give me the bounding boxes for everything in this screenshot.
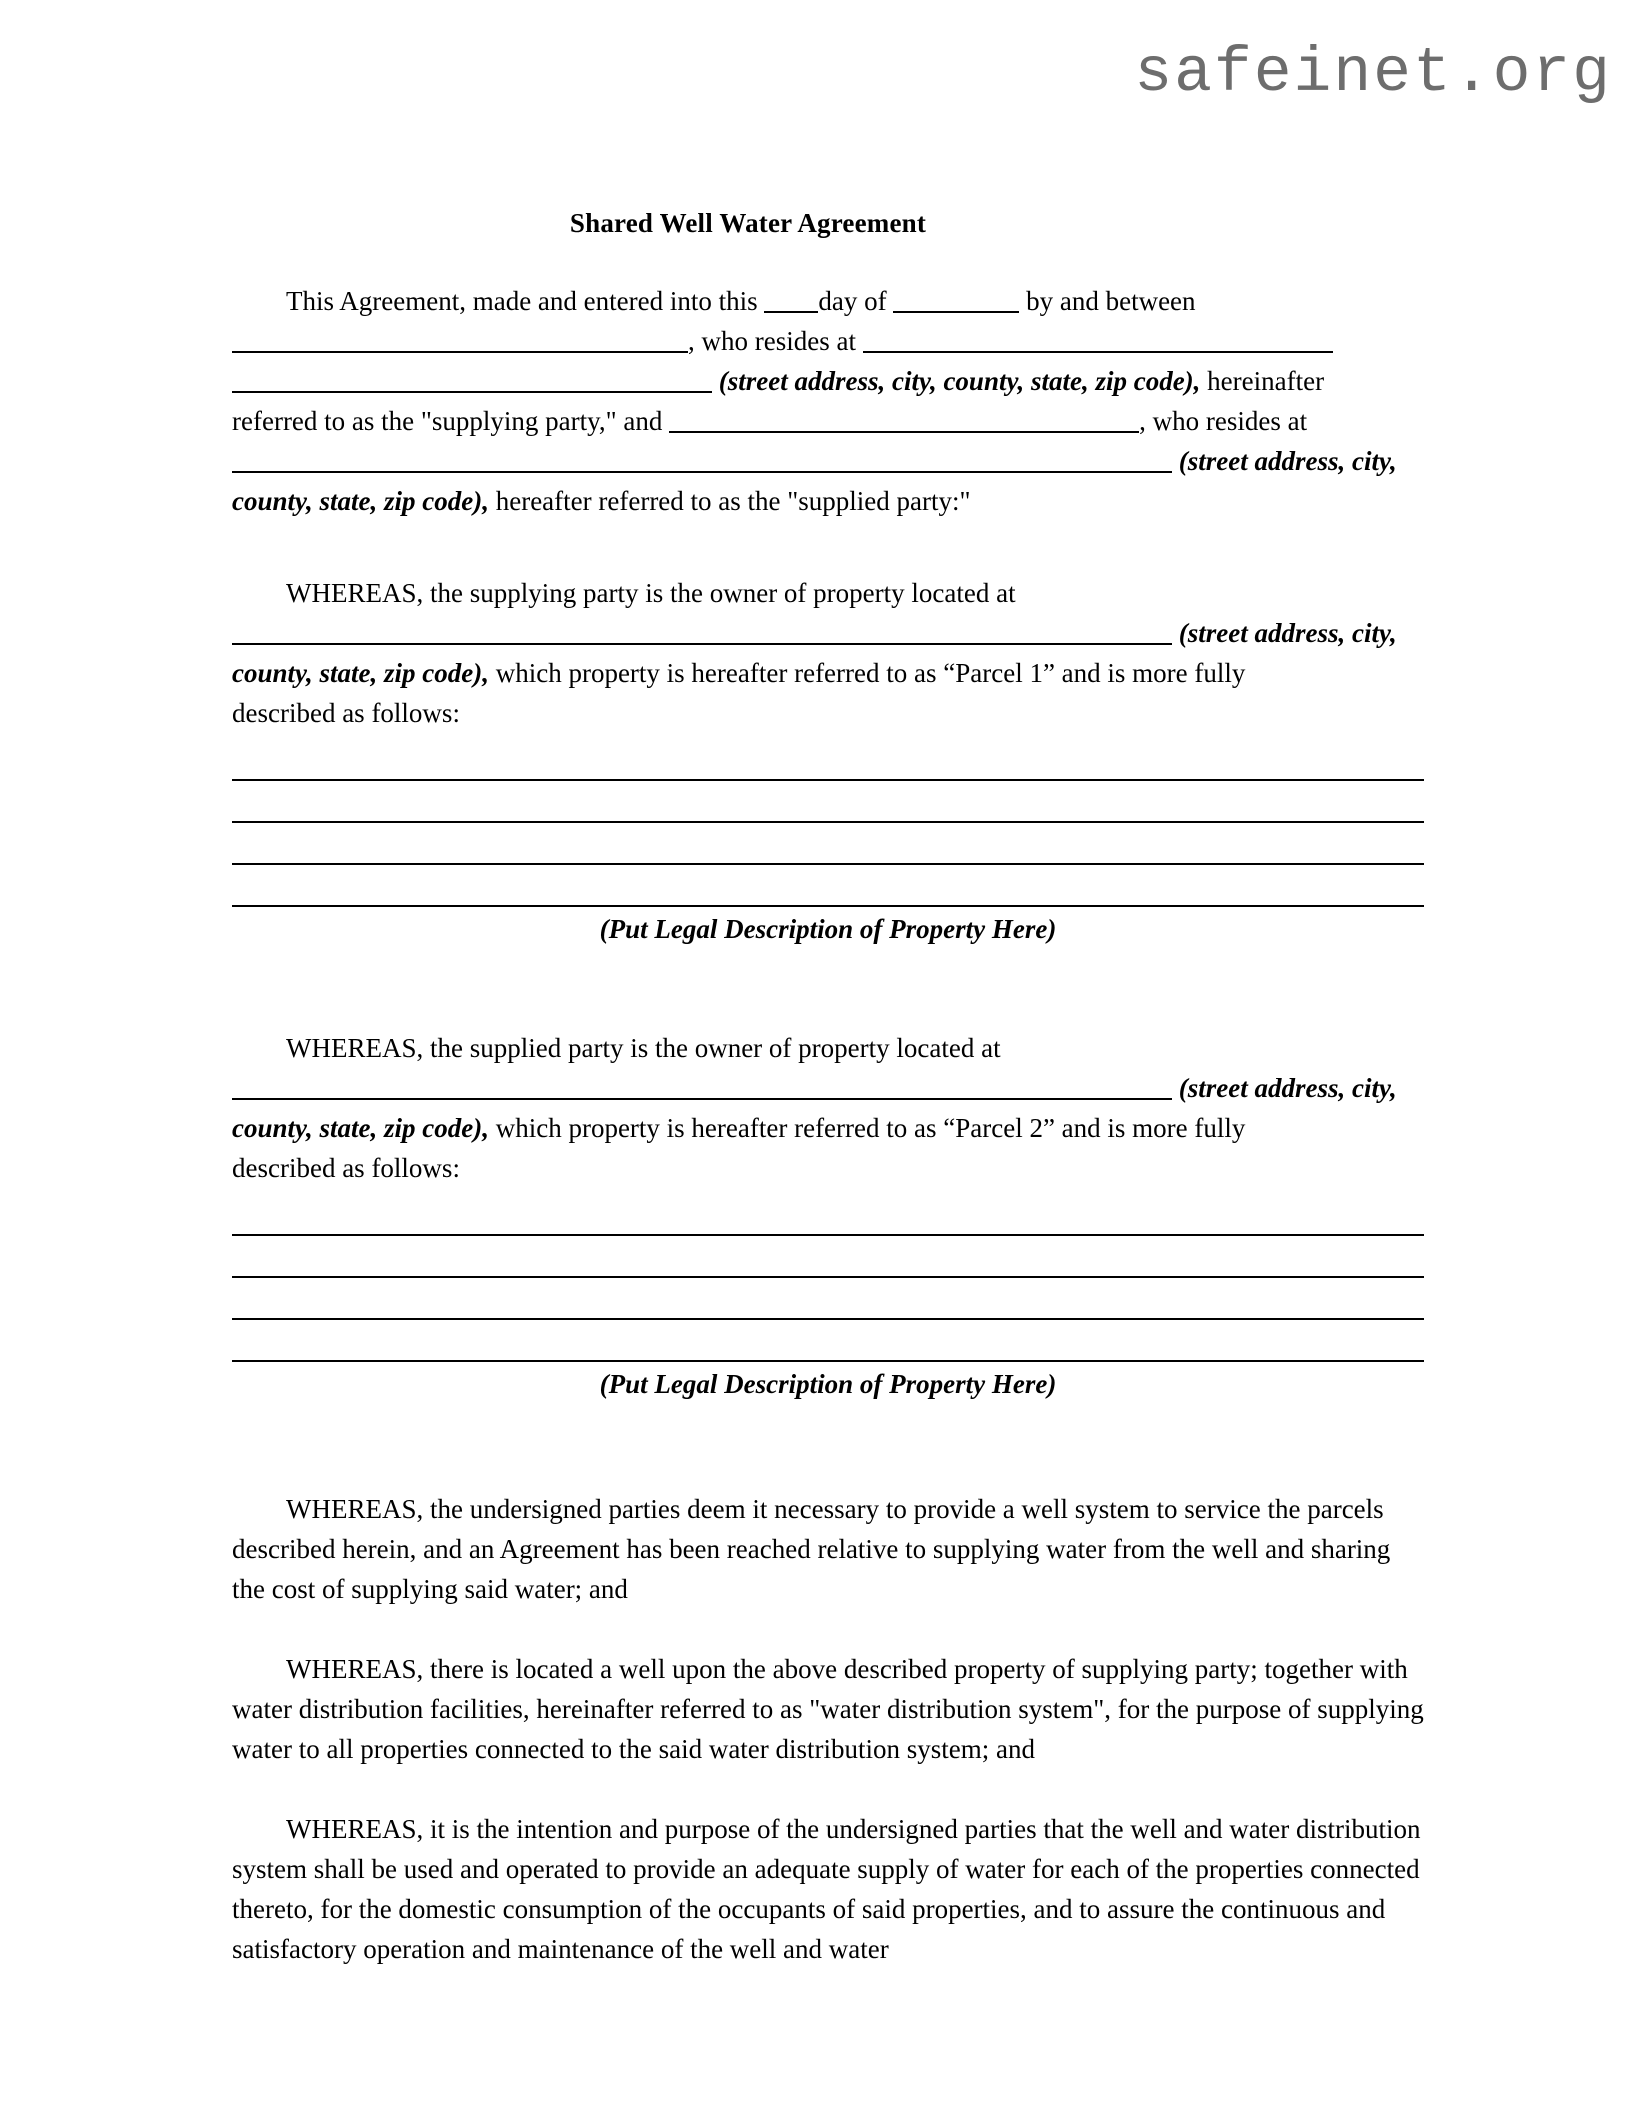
intro-paragraph xyxy=(232,281,1424,321)
supplying-party-residence-blank[interactable] xyxy=(863,326,1333,353)
recital-paragraph: WHEREAS, the undersigned parties deem it necessary to provide a well system to service the parcels described herein, and an Agreement has been reached relative to supplying water from the well and sharing the cost of supplying said water; and xyxy=(232,1494,1391,1604)
intro-supplied-party-label: hereafter referred to as the "supplied party:" xyxy=(488,486,971,516)
intro-resides-1: , who resides at xyxy=(688,326,863,356)
intro-resides-2: , who resides at xyxy=(1139,406,1308,436)
supplied-party-address-blank[interactable] xyxy=(232,446,1172,473)
intro-by-and-between: by and between xyxy=(1019,286,1196,316)
intro-supplying-party-label: referred to as the "supplying party," and xyxy=(232,406,670,436)
supplying-party-name-blank[interactable] xyxy=(232,326,688,353)
recital-paragraph: WHEREAS, there is located a well upon the above described property of supplying party; together with water distribution facilities, hereinafter referred to as "water distribution system", for the purpose of supplying water to all properties connected to the said water distribution system; and xyxy=(232,1654,1424,1764)
description-rule[interactable] xyxy=(232,781,1424,823)
parcel-2-legal-description-caption: (Put Legal Description of Property Here) xyxy=(599,1369,1057,1399)
parcel-2-address-note-b: county, state, zip code), xyxy=(232,1113,489,1143)
parcel-2-description-rules xyxy=(232,1194,1424,1362)
parcel-2-which-property: which property is hereafter referred to as “Parcel 2” and is more fully xyxy=(488,1113,1246,1143)
parcel-1-described-as-follows: described as follows: xyxy=(232,698,460,728)
parcel-1-which-property-line xyxy=(232,653,1424,693)
intro-line-4 xyxy=(232,401,1424,441)
intro-line-2 xyxy=(232,321,1424,361)
address-note-1: (street address, city, county, state, zip code), xyxy=(718,366,1201,396)
month-blank[interactable] xyxy=(893,286,1019,313)
supplied-party-name-blank[interactable] xyxy=(669,406,1139,433)
parcel-2-whereas: WHEREAS, the supplied party is the owner of property located at xyxy=(286,1033,1001,1063)
parcel-1-address-line xyxy=(232,613,1424,653)
intro-line-3 xyxy=(232,361,1424,401)
parcel-1-address-blank[interactable] xyxy=(232,618,1172,645)
supplying-party-address-blank[interactable] xyxy=(232,366,712,393)
parcel-1-whereas: WHEREAS, the supplying party is the owner of property located at xyxy=(286,578,1016,608)
intro-line-5 xyxy=(232,441,1424,481)
intro-day-of: day of xyxy=(818,286,894,316)
parcel-2-address-blank[interactable] xyxy=(232,1073,1172,1100)
description-rule[interactable] xyxy=(232,1278,1424,1320)
parcel-2-address-line xyxy=(232,1068,1424,1108)
parcel-2-address-note-a: (street address, city, xyxy=(1178,1073,1397,1103)
page-title: Shared Well Water Agreement xyxy=(569,208,927,238)
parcel-1-address-note-b: county, state, zip code), xyxy=(232,658,489,688)
description-rule[interactable] xyxy=(232,1320,1424,1362)
address-note-2b: county, state, zip code), xyxy=(232,486,489,516)
parcel-1-which-property: which property is hereafter referred to as “Parcel 1” and is more fully xyxy=(488,658,1246,688)
description-rule[interactable] xyxy=(232,865,1424,907)
parcel-2-described-as-follows: described as follows: xyxy=(232,1153,460,1183)
recital-paragraph: WHEREAS, it is the intention and purpose of the undersigned parties that the well and water distribution system shall be used and operated to provide an adequate supply of water for each of the properties connected thereto, for the domestic consumption of the occupants of said properties, and to assure the continuous and satisfactory operation and maintenance of the well and water xyxy=(232,1814,1421,1964)
parcel-1-legal-description-caption: (Put Legal Description of Property Here) xyxy=(599,914,1057,944)
description-rule[interactable] xyxy=(232,823,1424,865)
parcel-1-address-note-a: (street address, city, xyxy=(1178,618,1397,648)
day-blank[interactable] xyxy=(764,286,818,313)
description-rule[interactable] xyxy=(232,739,1424,781)
document-body xyxy=(232,208,1424,1969)
intro-lead: This Agreement, made and entered into this xyxy=(286,286,765,316)
description-rule[interactable] xyxy=(232,1194,1424,1236)
intro-hereinafter: hereinafter xyxy=(1200,366,1325,396)
address-note-2a: (street address, city, xyxy=(1178,446,1397,476)
parcel-1-description-rules xyxy=(232,739,1424,907)
intro-line-6 xyxy=(232,481,1424,521)
watermark-safeinet: safeinet.org xyxy=(1134,38,1612,109)
parcel-2-which-property-line xyxy=(232,1108,1424,1148)
description-rule[interactable] xyxy=(232,1236,1424,1278)
